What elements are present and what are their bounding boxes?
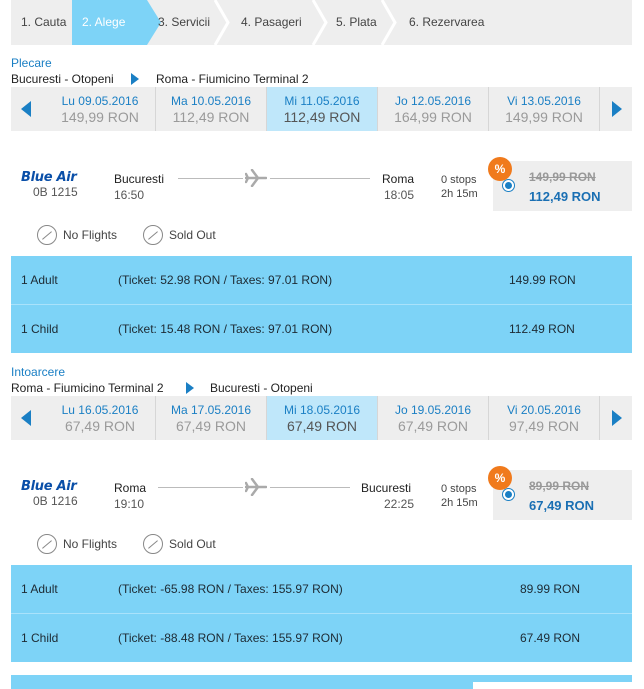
- old-price: 149,99 RON: [529, 170, 596, 184]
- old-price: 89,99 RON: [529, 479, 590, 493]
- date-price: 67,49 RON: [286, 418, 358, 434]
- no-flights-icon: [37, 225, 57, 245]
- route-arrow-icon: [131, 73, 139, 85]
- outbound-route: [11, 72, 632, 86]
- discount-badge-icon: %: [488, 157, 512, 181]
- plane-icon: [245, 478, 267, 496]
- fare-option[interactable]: [493, 470, 632, 520]
- sold-out-icon: [143, 534, 163, 554]
- date-price: 112,49 RON: [283, 109, 361, 125]
- price-breakdown: (Ticket: 52.98 RON / Taxes: 97.01 RON): [118, 273, 333, 287]
- route-line: [158, 487, 243, 488]
- passenger-total: 67.49 RON: [520, 631, 581, 645]
- date-label: Ma 10.05.2016: [170, 94, 252, 108]
- route-line: [270, 487, 350, 488]
- route-to: Bucuresti - Otopeni: [210, 381, 313, 395]
- route-from: Roma - Fiumicino Terminal 2: [11, 381, 164, 395]
- plane-icon: [245, 169, 267, 187]
- return-route: [11, 381, 632, 395]
- flight-duration: 2h 15m: [441, 497, 478, 509]
- availability-legend: [11, 532, 632, 556]
- sold-out-label: Sold Out: [169, 537, 216, 551]
- step-services[interactable]: 3. Servicii: [158, 15, 211, 29]
- blue-air-logo: Blue Air: [21, 170, 77, 185]
- date-option[interactable]: [489, 396, 600, 440]
- flight-number: 0B 1216: [33, 494, 78, 508]
- availability-legend: [11, 223, 632, 247]
- outbound-label: Plecare: [11, 56, 52, 70]
- date-price: 149,99 RON: [61, 109, 139, 125]
- next-dates-arrow-icon[interactable]: [602, 396, 632, 440]
- stops-count: 0 stops: [441, 483, 477, 495]
- date-option[interactable]: [45, 396, 156, 440]
- step-chevron-icon: [381, 0, 397, 45]
- step-reservation[interactable]: 6. Rezervarea: [409, 15, 485, 29]
- sold-out-icon: [143, 225, 163, 245]
- passenger-type: 1 Child: [21, 322, 59, 336]
- date-price: 164,99 RON: [394, 109, 472, 125]
- arrival-city: Roma: [382, 172, 415, 186]
- date-label: Jo 19.05.2016: [394, 403, 472, 417]
- date-label: Mi 18.05.2016: [283, 403, 361, 417]
- route-from: Bucuresti - Otopeni: [11, 72, 114, 86]
- flight-duration: 2h 15m: [441, 188, 478, 200]
- step-chevron-icon: [312, 0, 328, 45]
- fare-radio[interactable]: [502, 179, 515, 192]
- fare-radio[interactable]: [502, 488, 515, 501]
- passenger-total: 149.99 RON: [509, 273, 576, 287]
- return-date-carousel: [11, 396, 632, 440]
- date-label: Lu 16.05.2016: [61, 403, 139, 417]
- stops-count: 0 stops: [441, 174, 477, 186]
- date-price: 112,49 RON: [172, 109, 250, 125]
- route-line: [270, 178, 370, 179]
- progress-steps: [11, 0, 632, 45]
- passenger-total: 89.99 RON: [520, 582, 581, 596]
- prev-dates-arrow-icon[interactable]: [11, 396, 41, 440]
- passenger-price-row: [11, 256, 632, 304]
- step-search[interactable]: 1. Cauta: [21, 15, 67, 29]
- fare-option[interactable]: [493, 161, 632, 211]
- departure-city: Bucuresti: [114, 172, 165, 186]
- departure-time: 16:50: [114, 188, 145, 202]
- new-price: 67,49 RON: [529, 498, 595, 513]
- date-option-selected[interactable]: [267, 87, 378, 131]
- sold-out-label: Sold Out: [169, 228, 216, 242]
- arrival-city: Bucuresti: [361, 481, 412, 495]
- date-price: 149,99 RON: [505, 109, 583, 125]
- passenger-type: 1 Adult: [21, 582, 58, 596]
- discount-badge-icon: %: [488, 466, 512, 490]
- step-chevron-icon: [214, 0, 230, 45]
- date-label: Vi 13.05.2016: [507, 94, 581, 108]
- route-line: [178, 178, 243, 179]
- step-choose[interactable]: 2. Alege: [72, 0, 147, 45]
- date-label: Lu 09.05.2016: [61, 94, 139, 108]
- return-label: Intoarcere: [11, 365, 66, 379]
- no-flights-icon: [37, 534, 57, 554]
- blue-air-logo: Blue Air: [21, 479, 77, 494]
- route-to: Roma - Fiumicino Terminal 2: [156, 72, 309, 86]
- flight-number: 0B 1215: [33, 185, 78, 199]
- passenger-total: 112.49 RON: [509, 322, 575, 336]
- date-label: Jo 12.05.2016: [394, 94, 472, 108]
- route-arrow-icon: [186, 382, 194, 394]
- outbound-date-carousel: [11, 87, 632, 131]
- passenger-price-row: [11, 614, 632, 662]
- date-option[interactable]: [45, 87, 156, 131]
- date-price: 97,49 RON: [508, 418, 580, 434]
- passenger-type: 1 Adult: [21, 273, 58, 287]
- step-payment[interactable]: 5. Plata: [336, 15, 377, 29]
- date-option[interactable]: [378, 396, 489, 440]
- passenger-price-row: [11, 565, 632, 613]
- prev-dates-arrow-icon[interactable]: [11, 87, 41, 131]
- arrival-time: 18:05: [384, 188, 415, 202]
- price-breakdown: (Ticket: -88.48 RON / Taxes: 155.97 RON): [118, 631, 343, 645]
- departure-time: 19:10: [114, 497, 145, 511]
- passenger-price-row: [11, 305, 632, 353]
- date-option[interactable]: [489, 87, 600, 131]
- date-price: 67,49 RON: [64, 418, 136, 434]
- next-dates-arrow-icon[interactable]: [602, 87, 632, 131]
- date-label: Mi 11.05.2016: [284, 94, 360, 108]
- date-option[interactable]: [156, 87, 267, 131]
- summary-bar: [11, 675, 632, 689]
- price-breakdown: (Ticket: -65.98 RON / Taxes: 155.97 RON): [118, 582, 343, 596]
- return-flight-row: [11, 470, 632, 522]
- price-breakdown: (Ticket: 15.48 RON / Taxes: 97.01 RON): [118, 322, 333, 336]
- departure-city: Roma: [114, 481, 147, 495]
- date-price: 67,49 RON: [175, 418, 247, 434]
- date-price: 67,49 RON: [397, 418, 469, 434]
- summary-panel: [473, 682, 632, 689]
- step-passengers[interactable]: 4. Pasageri: [241, 15, 302, 29]
- outbound-flight-row: [11, 161, 632, 213]
- arrival-time: 22:25: [384, 497, 415, 511]
- date-label: Ma 17.05.2016: [170, 403, 252, 417]
- date-option-selected[interactable]: [267, 396, 378, 440]
- no-flights-label: No Flights: [63, 228, 118, 242]
- date-option[interactable]: [378, 87, 489, 131]
- passenger-type: 1 Child: [21, 631, 59, 645]
- date-label: Vi 20.05.2016: [507, 403, 581, 417]
- date-option[interactable]: [156, 396, 267, 440]
- no-flights-label: No Flights: [63, 537, 118, 551]
- new-price: 112,49 RON: [529, 189, 601, 204]
